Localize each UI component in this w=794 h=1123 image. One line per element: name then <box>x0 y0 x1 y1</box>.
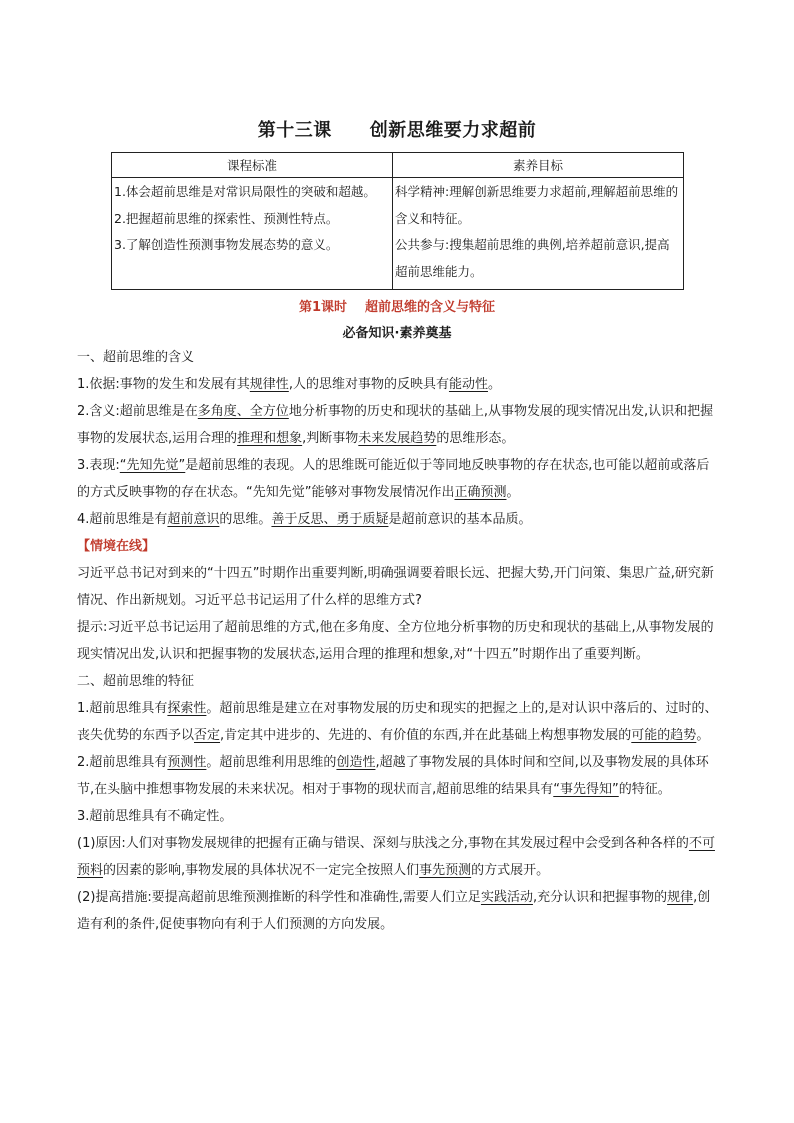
paragraph: 1.依据:事物的发生和发展有其规律性,人的思维对事物的反映具有能动性。 <box>77 377 501 392</box>
paragraph: 3.超前思维具有不确定性。 <box>77 809 233 824</box>
standard-item: 1.体会超前思维是对常识局限性的突破和超越。 <box>114 184 376 199</box>
standard-item: 3.了解创造性预测事物发展态势的意义。 <box>114 237 339 252</box>
table-header-goals: 素养目标 <box>393 153 684 178</box>
goal-item: 科学精神:理解创新思维要力求超前,理解超前思维的含义和特征。 <box>395 184 679 226</box>
goal-item: 公共参与:搜集超前思维的典例,培养超前意识,提高超前思维能力。 <box>395 237 670 279</box>
table-header-standards: 课程标准 <box>112 153 393 178</box>
paragraph: 2.超前思维具有预测性。超前思维利用思维的创造性,超越了事物发展的具体时间和空间,以及事物发展的具体环节,在头脑中推想事物发展的未来状况。相对于事物的现状而言,超前思维的结果具有“事先得知”的特征。 <box>77 755 709 797</box>
section-banner: 必备知识·素养奠基 <box>342 326 452 341</box>
lesson-title <box>0 116 794 142</box>
section-heading: 二、超前思维的特征 <box>77 674 195 689</box>
paragraph: (1)原因:人们对事物发展规律的把握有正确与错误、深刻与肤浅之分,事物在其发展过程中会受到各种各样的不可预料的因素的影响,事物发展的具体状况不一定完全按照人们事先预测的方式展开。 <box>77 836 715 878</box>
section-heading: 一、超前思维的含义 <box>77 350 195 365</box>
lesson-topic: 超前思维的含义与特征 <box>365 300 496 315</box>
scenario-question: 习近平总书记对到来的“十四五”时期作出重要判断,明确强调要着眼长远、把握大势,开门问策、集思广益,研究新情况、作出新规划。习近平总书记运用了什么样的思维方式? <box>77 566 714 608</box>
paragraph: 1.超前思维具有探索性。超前思维是建立在对事物发展的历史和现实的把握之上的,是对认识中落后的、过时的、丧失优势的东西予以否定,肯定其中进步的、先进的、有价值的东西,并在此基础上构想事物发展的可能的趋势。 <box>77 701 718 743</box>
standards-cell <box>112 178 393 290</box>
paragraph: 4.超前思维是有超前意识的思维。善于反思、勇于质疑是超前意识的基本品质。 <box>77 512 532 527</box>
paragraph: 3.表现:“先知先觉”是超前思维的表现。人的思维既可能近似于等同地反映事物的存在状态,也可能以超前或落后的方式反映事物的存在状态。“先知先觉”能够对事物发展情况作出正确预测。 <box>77 458 710 500</box>
goals-cell <box>393 178 684 290</box>
title-topic: 创新思维要力求超前 <box>369 120 537 141</box>
lesson-subtitle <box>0 296 794 315</box>
paragraph: 2.含义:超前思维是在多角度、全方位地分析事物的历史和现状的基础上,从事物发展的现实情况出发,认识和把握事物的发展状态,运用合理的推理和想象,判断事物未来发展趋势的思维形态。 <box>77 404 714 446</box>
paragraph: (2)提高措施:要提高超前思维预测推断的科学性和准确性,需要人们立足实践活动,充分认识和把握事物的规律,创造有利的条件,促使事物向有利于人们预测的方向发展。 <box>77 890 711 932</box>
scenario-label: 【情境在线】 <box>77 539 156 554</box>
standard-item: 2.把握超前思维的探索性、预测性特点。 <box>114 210 339 226</box>
content-body <box>77 344 721 938</box>
title-number: 第十三课 <box>257 120 332 141</box>
scenario-answer: 提示:习近平总书记运用了超前思维的方式,他在多角度、全方位地分析事物的历史和现状的基础上,从事物发展的现实情况出发,认识和把握事物的发展状态,运用合理的推理和想象,对“十四五”时期作出了重要判断。 <box>77 620 714 662</box>
lesson-number: 第1课时 <box>298 300 348 315</box>
curriculum-table <box>111 152 684 290</box>
